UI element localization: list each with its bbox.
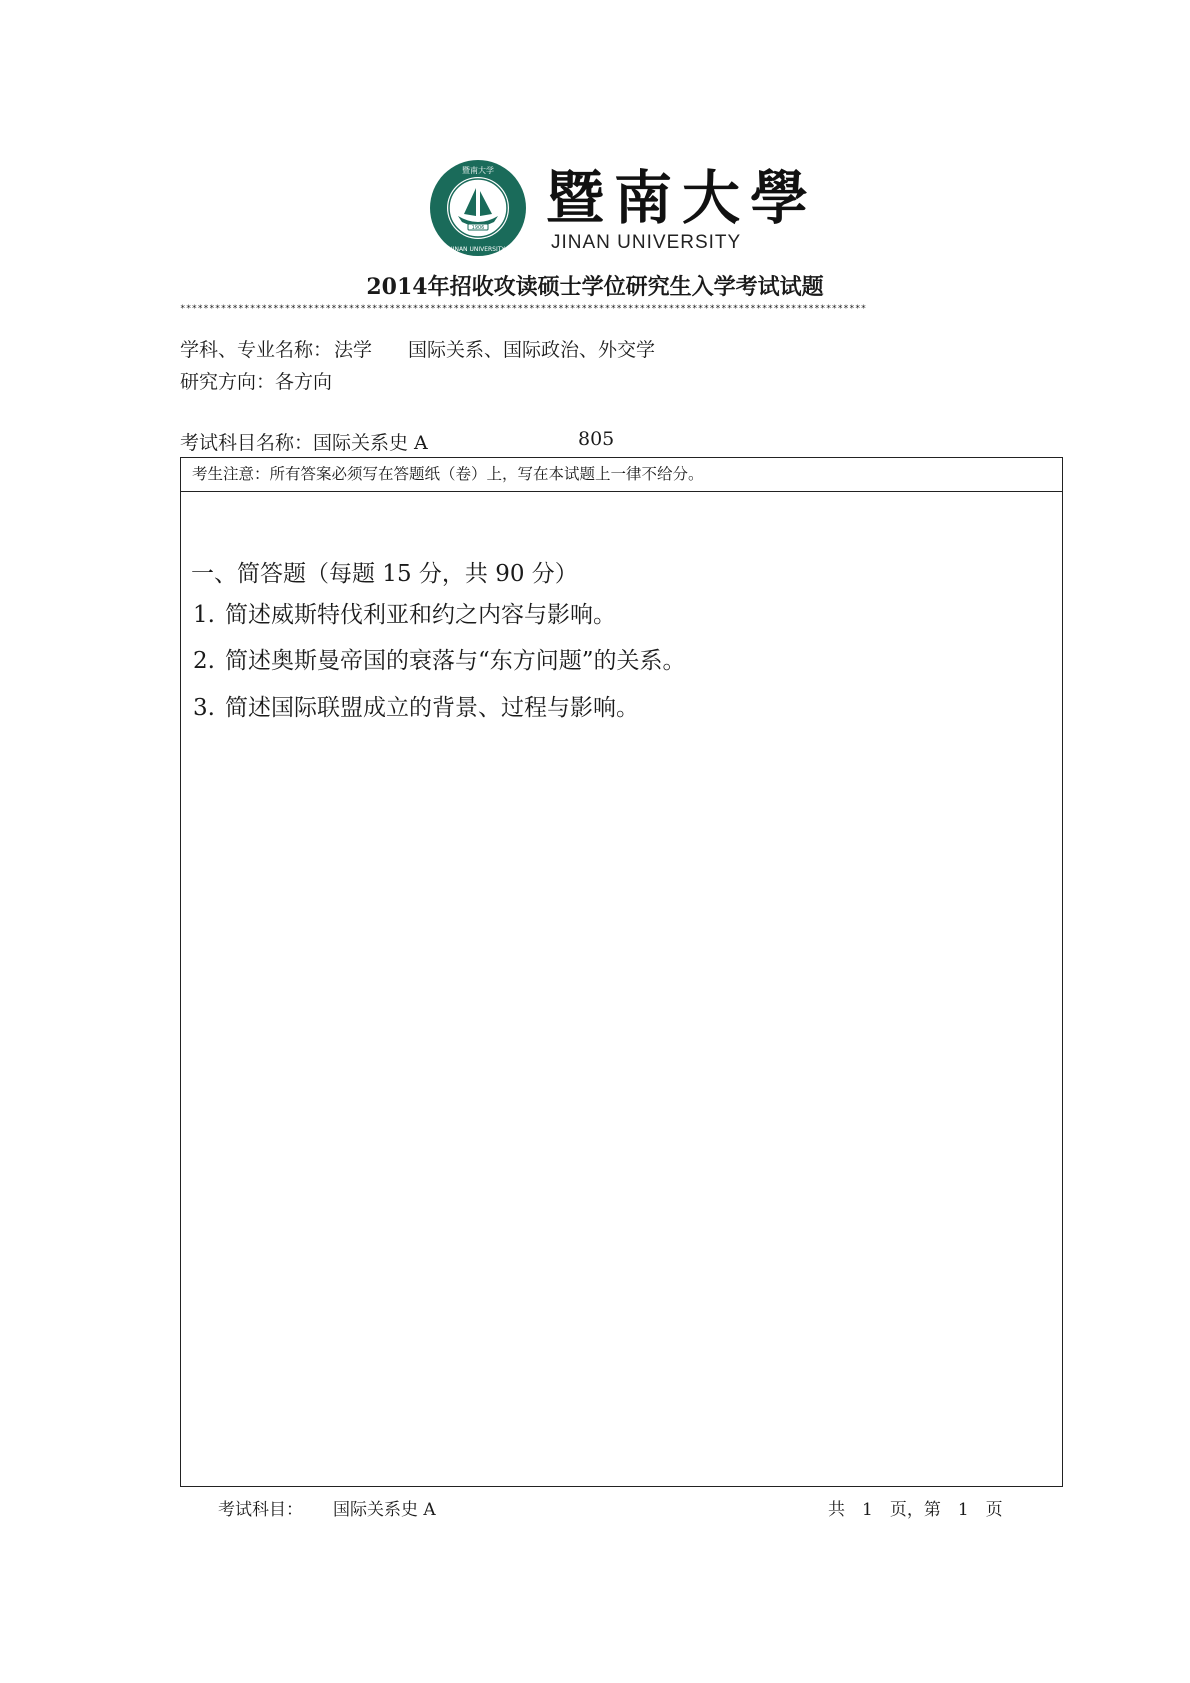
question-text: 简述威斯特伐利亚和约之内容与影响。	[224, 602, 616, 628]
major-label: 学科、专业名称：	[180, 339, 333, 361]
footer-subject-value: 国际关系史 A	[333, 1500, 436, 1520]
question-text: 简述奥斯曼帝国的衰落与“东方问题”的关系。	[224, 648, 686, 674]
footer-subject	[218, 1495, 436, 1520]
question-text: 简述国际联盟成立的背景、过程与影响。	[224, 695, 639, 721]
footer-subject-label: 考试科目：	[218, 1500, 303, 1520]
svg-text:暨南大学: 暨南大学	[462, 166, 494, 175]
university-name-en: JINAN UNIVERSITY	[551, 232, 742, 253]
divider-stars: **********************************************************************************************************************	[180, 304, 867, 314]
major-value: 法学	[334, 339, 373, 361]
subject-label: 考试科目名称：	[180, 432, 314, 454]
candidate-notice: 考生注意：所有答案必须写在答题纸（卷）上，写在本试题上一律不给分。	[181, 458, 1062, 492]
question-item	[193, 689, 639, 722]
svg-text:1906: 1906	[471, 225, 485, 231]
section-heading: 一、简答题（每题 15 分，共 90 分）	[191, 561, 578, 587]
major-line	[180, 335, 655, 362]
question-number: 3.	[193, 695, 215, 721]
question-item	[193, 596, 616, 629]
question-box	[180, 457, 1063, 1487]
footer-page-count: 共 1 页，第 1 页	[828, 1500, 1003, 1520]
question-number: 1.	[193, 602, 215, 628]
direction-value: 各方向	[275, 371, 333, 393]
subject-line	[180, 428, 615, 455]
question-number: 2.	[193, 648, 215, 674]
svg-text:JINAN UNIVERSITY: JINAN UNIVERSITY	[450, 246, 506, 253]
university-logo	[428, 158, 819, 258]
exam-title: 2014年招收攻读硕士学位研究生入学考试试题	[366, 274, 824, 300]
university-name-cn: 暨南大學	[546, 164, 819, 232]
university-seal-icon	[428, 158, 528, 258]
direction-label: 研究方向：	[180, 371, 276, 393]
question-item	[193, 642, 685, 675]
subject-value: 国际关系史 A	[313, 432, 428, 454]
subject-code: 805	[578, 428, 615, 450]
major-sub: 国际关系、国际政治、外交学	[408, 339, 656, 361]
direction-line	[180, 367, 332, 394]
